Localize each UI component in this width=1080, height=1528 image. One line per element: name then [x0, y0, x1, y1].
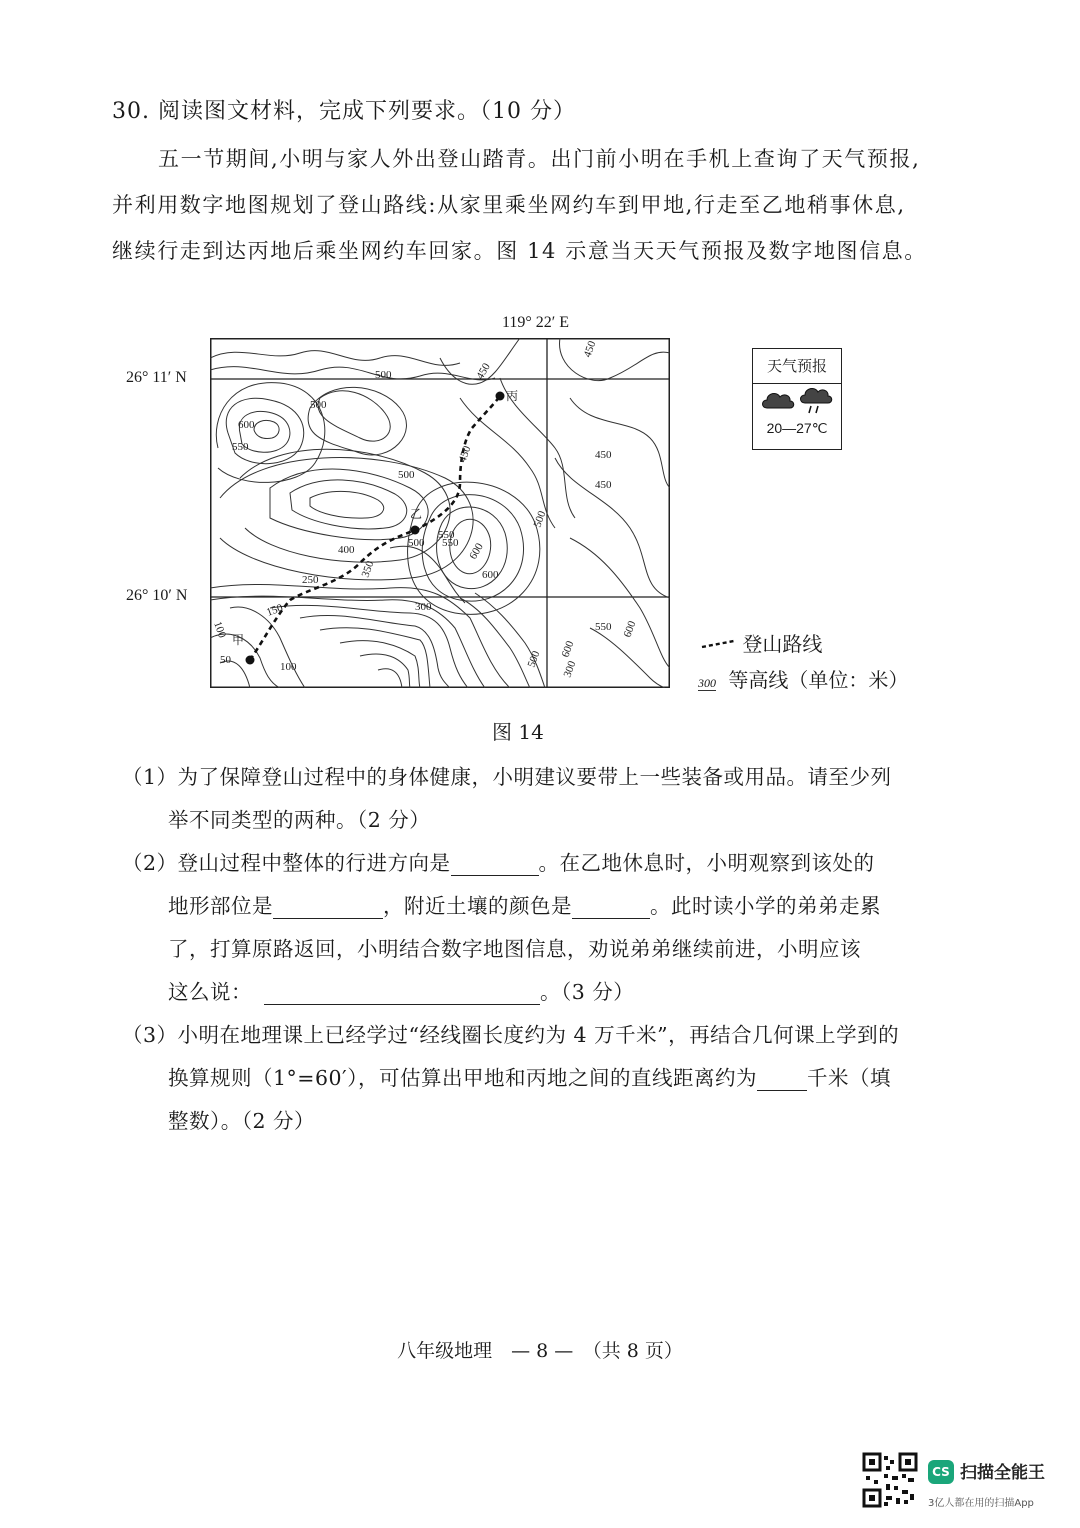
q2-line-4 [122, 971, 922, 1014]
q2-text-d: ，附近土壤的颜色是 [383, 894, 572, 918]
intro-line-2: 并利用数字地图规划了登山路线:从家里乘坐网约车到甲地,行走至乙地稍事休息, [112, 193, 906, 217]
point-yi-marker [411, 526, 420, 535]
route-line-icon [700, 632, 742, 656]
contour-label: 300 [561, 659, 579, 680]
contour-label: 250 [302, 574, 319, 586]
contour-label: 550 [438, 529, 455, 541]
contour-label: 450 [474, 361, 493, 382]
q3-line-2 [122, 1057, 922, 1100]
contour-label: 600 [559, 639, 577, 660]
intro-line-1: 五一节期间,小明与家人外出登山踏青。出门前小明在手机上查询了天气预报, [158, 147, 921, 171]
topographic-map [210, 338, 670, 688]
contour-label: 500 [531, 509, 549, 530]
contour-map-svg [210, 338, 670, 688]
longitude-label: 119° 22′ E [502, 314, 570, 331]
q2-soil-color-blank[interactable] [572, 890, 650, 919]
legend-contour-label: 等高线（单位：米） [728, 668, 909, 692]
legend-contour [698, 664, 908, 693]
contour-label: 450 [595, 449, 612, 461]
latitude-bottom-label: 26° 10′ N [126, 587, 188, 604]
contour-sample: 300 [698, 676, 716, 690]
contour-label: 500 [398, 469, 415, 481]
app-tagline: 3亿人都在用的扫描App [928, 1498, 1034, 1509]
contour-label: 600 [238, 419, 255, 431]
contour-label: 600 [467, 541, 486, 562]
point-jia-marker [246, 656, 255, 665]
contour-label: 350 [359, 559, 377, 580]
page-footer: 八年级地理 — 8 — （共 8 页） [397, 1340, 683, 1362]
legend-route [700, 628, 822, 657]
weather-temperature: 20—27℃ [766, 420, 828, 436]
contour-label: 50 [220, 654, 231, 666]
q1-line-1: （1）为了保障登山过程中的身体健康，小明建议要带上一些装备或用品。请至少列 [122, 765, 892, 789]
question-title: 30. 阅读图文材料，完成下列要求。（10 分） [112, 99, 576, 124]
weather-forecast-box [752, 348, 842, 450]
legend-route-label: 登山路线 [742, 632, 823, 656]
q2-text-c: 地形部位是 [168, 894, 273, 918]
weather-icons [753, 384, 841, 420]
contour-label: 450 [595, 479, 612, 491]
contour-label: 150 [264, 601, 285, 619]
point-bing-marker [496, 392, 505, 401]
qr-code-icon [862, 1452, 918, 1508]
contour-label: 300 [415, 601, 432, 613]
contour-label: 550 [232, 441, 249, 453]
q2-text-b: 。在乙地休息时，小明观察到该处的 [538, 851, 875, 875]
latitude-top-label: 26° 11′ N [126, 369, 187, 386]
q2-persuasion-blank[interactable] [264, 976, 540, 1005]
contour-label: 500 [408, 537, 425, 549]
contour-label: 500 [525, 649, 543, 670]
q2-text-a: （2）登山过程中整体的行进方向是 [122, 851, 451, 875]
intro-line-3: 继续行走到达丙地后乘坐网约车回家。图 14 示意当天天气预报及数字地图信息。 [112, 239, 927, 263]
contour-label: 100 [211, 619, 229, 640]
q3-text-a: 换算规则（1°=60′），可估算出甲地和丙地之间的直线距离约为 [168, 1066, 757, 1090]
rain-cloud-icon [799, 385, 833, 419]
q3-text-b: 千米（填 [806, 1066, 891, 1090]
point-jia-label: 甲 [232, 633, 245, 647]
q2-direction-blank[interactable] [451, 847, 539, 876]
q2-line-3: 了，打算原路返回，小明结合数字地图信息，劝说弟弟继续前进，小明应该 [168, 937, 861, 961]
point-bing-label: 丙 [506, 389, 519, 403]
question-intro [112, 136, 932, 274]
app-name: 扫描全能王 [960, 1463, 1045, 1483]
weather-title: 天气预报 [753, 349, 841, 384]
q1-line-2: 举不同类型的两种。（2 分） [168, 808, 431, 832]
contour-label: 450 [456, 444, 474, 465]
q2-text-g: 。（3 分） [540, 980, 635, 1004]
contour-label: 600 [482, 569, 499, 581]
q2-landform-blank[interactable] [273, 890, 383, 919]
q2-line-2 [122, 885, 922, 928]
q3-line-1: （3）小明在地理课上已经学过“经线圈长度约为 4 万千米”，再结合几何课上学到的 [122, 1023, 900, 1047]
sub-questions [122, 756, 922, 1143]
cloud-icon [761, 388, 795, 416]
contour-label: 550 [442, 537, 459, 549]
contour-label: 500 [310, 399, 327, 411]
contour-label: 550 [595, 621, 612, 633]
q2-line-1 [122, 842, 922, 885]
q3-distance-blank[interactable] [757, 1062, 807, 1091]
contour-label: 450 [581, 339, 599, 360]
figure-caption: 图 14 [492, 720, 544, 744]
point-yi-label: 乙 [410, 507, 423, 521]
q2-text-e: 。此时读小学的弟弟走累 [650, 894, 881, 918]
camscanner-logo-icon: CS [928, 1460, 954, 1484]
contour-label: 100 [280, 661, 297, 673]
q3-line-3: 整数）。（2 分） [168, 1109, 316, 1133]
q2-text-f: 这么说： [168, 980, 252, 1004]
contour-label: 600 [621, 619, 639, 640]
contour-label: 400 [338, 544, 355, 556]
contour-label: 500 [375, 369, 392, 381]
